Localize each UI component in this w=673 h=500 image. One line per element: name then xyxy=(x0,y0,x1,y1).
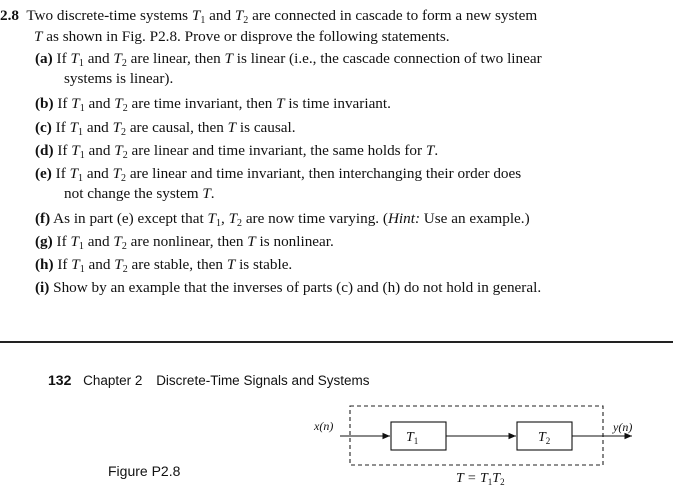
part-h: (h) If $T_1$ and $T_2$ are stable, then T is stable. xyxy=(35,256,293,275)
chapter-label: Chapter 2 xyxy=(83,373,143,388)
intro-text: Two discrete-time systems xyxy=(26,7,189,24)
part-e-line-2: not change the system T. xyxy=(64,185,215,202)
system-equation: $T = T_1T_2$ xyxy=(456,471,505,487)
block-T1 xyxy=(391,422,446,450)
part-a: (a) If $T_1$ and $T_2$ are linear, then T is linear (i.e., the cascade connection of two linear xyxy=(35,50,542,69)
part-c: (c) If $T_1$ and $T_2$ are causal, then T is causal. xyxy=(35,119,296,138)
intro-line-2: T as shown in Fig. P2.8. Prove or disprove the following statements. xyxy=(34,28,450,45)
intro-line-1: 2.8 Two discrete-time systems $T_1$ and $T_2$ are connected in cascade to form a new system xyxy=(0,7,538,26)
block-T1-label: $T_1$ xyxy=(406,430,419,446)
section-title: Discrete-Time Signals and Systems xyxy=(156,373,370,388)
part-b: (b) If $T_1$ and $T_2$ are time invariant, then T is time invariant. xyxy=(35,95,391,114)
part-d: (d) If $T_1$ and $T_2$ are linear and time invariant, the same holds for T. xyxy=(35,142,439,161)
part-e: (e) If $T_1$ and $T_2$ are linear and time invariant, then interchanging their order does xyxy=(35,165,522,184)
block-T2-label: $T_2$ xyxy=(538,430,551,446)
part-f: (f) As in part (e) except that $T_1$, $T_2$ are now time varying. (Hint: Use an example.) xyxy=(35,210,530,229)
page-divider xyxy=(0,341,673,343)
output-label: y(n) xyxy=(613,420,633,434)
page-number: 132 xyxy=(48,372,72,388)
part-i: (i) Show by an example that the inverses of parts (c) and (h) do not hold in general. xyxy=(35,279,542,296)
part-g: (g) If $T_1$ and $T_2$ are nonlinear, then T is nonlinear. xyxy=(35,233,334,252)
problem-number: 2.8 xyxy=(0,7,19,24)
input-label: x(n) xyxy=(314,419,334,433)
figure-caption: Figure P2.8 xyxy=(108,463,181,479)
cascade-diagram xyxy=(300,400,650,490)
running-footer xyxy=(48,372,370,388)
part-a-line-2: systems is linear). xyxy=(64,70,174,87)
